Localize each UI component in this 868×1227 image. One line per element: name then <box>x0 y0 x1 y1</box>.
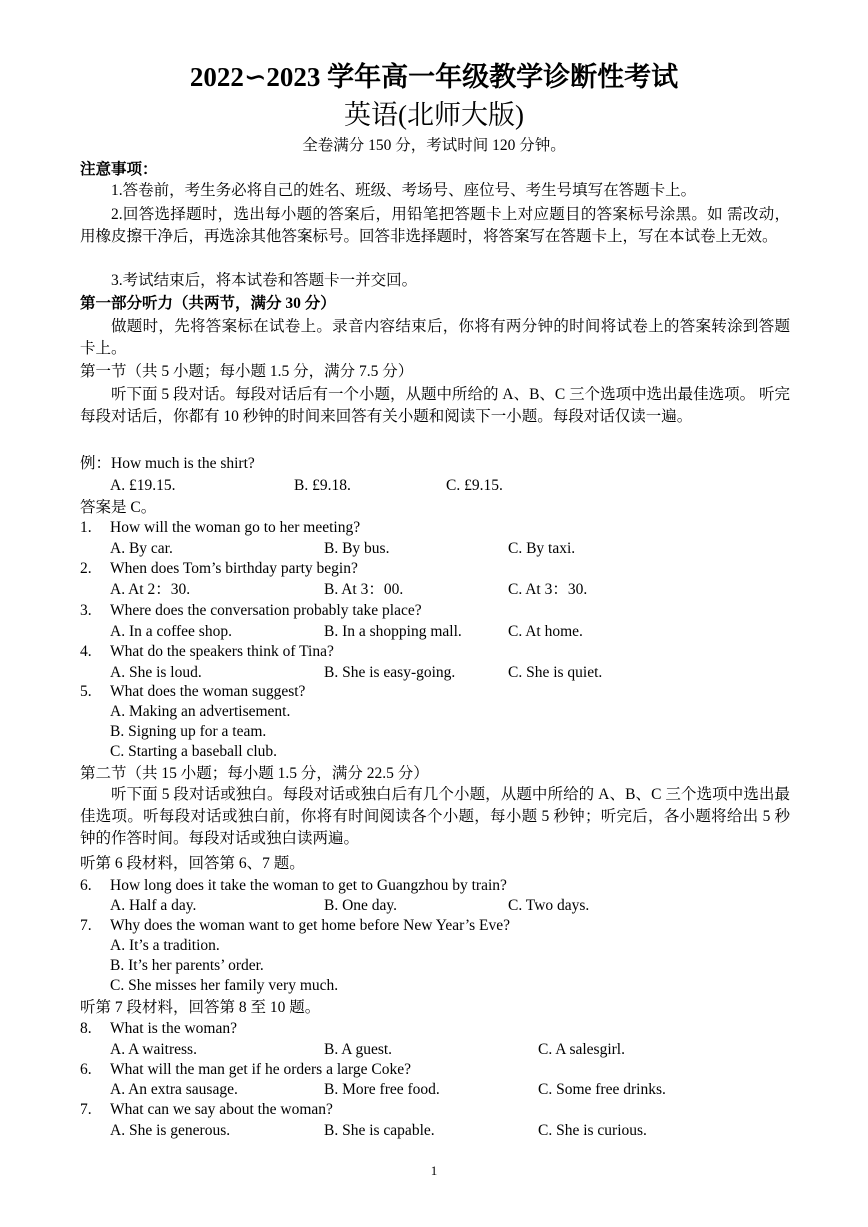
option-c: C. A salesgirl. <box>538 1041 625 1058</box>
option-c: C. Starting a baseball club. <box>110 743 278 760</box>
question-text: How will the woman go to her meeting? <box>110 519 361 536</box>
part1-intro: 做题时，先将答案标在试卷上。录音内容结束后，你将有两分钟的时间将试卷上的答案转涂到答题卡上。 <box>80 318 790 357</box>
example-option-c: C. £9.15. <box>446 477 503 494</box>
part1-heading: 第一部分听力（共两节，满分 30 分） <box>80 295 336 312</box>
option-c: C. At 3：30. <box>508 581 588 598</box>
example-answer: 答案是 C。 <box>80 499 157 516</box>
option-c: C. Two days. <box>508 897 590 914</box>
option-c: C. Some free drinks. <box>538 1081 666 1098</box>
section1-heading: 第一节（共 5 小题；每小题 1.5 分，满分 7.5 分） <box>80 363 414 380</box>
question-number: 7. <box>80 1101 92 1118</box>
section2-heading: 第二节（共 15 小题；每小题 1.5 分，满分 22.5 分） <box>80 765 429 782</box>
section2-intro: 听下面 5 段对话或独白。每段对话或独白后有几个小题，从题中所给的 A、B、C 三个选项中选出最佳选项。听每段对话或独白前，你将有时间阅读各个小题，每小题 5 秒钟；听完后，各小题将给出 5 秒钟的作答时间。每段对话或独白读两遍。 <box>80 786 790 847</box>
section1-intro: 听下面 5 段对话。每段对话后有一个小题，从题中所给的 A、B、C 三个选项中选出最佳选项。 听完每段对话后，你都有 10 秒钟的时间来回答有关小题和阅读下一小题。每段对话仅读一遍。 <box>80 386 790 425</box>
option-b: B. More free food. <box>324 1081 440 1098</box>
option-b: B. In a shopping mall. <box>324 623 462 640</box>
option-c: C. She misses her family very much. <box>110 977 339 994</box>
option-a: A. She is generous. <box>110 1122 231 1139</box>
option-a: A. An extra sausage. <box>110 1081 238 1098</box>
question-number: 5. <box>80 683 92 700</box>
question-text: How long does it take the woman to get to Guangzhou by train? <box>110 877 507 894</box>
exam-info: 全卷满分 150 分，考试时间 120 分钟。 <box>302 137 566 154</box>
question-number: 4. <box>80 643 92 660</box>
question-text: What can we say about the woman? <box>110 1101 333 1118</box>
option-a: A. It’s a tradition. <box>110 937 220 954</box>
question-text: When does Tom’s birthday party begin? <box>110 560 358 577</box>
option-b: B. A guest. <box>324 1041 393 1058</box>
option-c: C. At home. <box>508 623 583 640</box>
question-text: What will the man get if he orders a large Coke? <box>110 1061 411 1078</box>
notice-item-2: 2.回答选择题时，选出每小题的答案后，用铅笔把答题卡上对应题目的答案标号涂黑。如 需改动，用橡皮擦干净后，再选涂其他答案标号。回答非选择题时，将答案写在答题卡上，写在本试卷上无效。 <box>80 206 790 245</box>
option-b: B. One day. <box>324 897 398 914</box>
example-option-b: B. £9.18. <box>294 477 351 494</box>
option-b: B. At 3：00. <box>324 581 404 598</box>
question-text: What does the woman suggest? <box>110 683 306 700</box>
question-number: 6. <box>80 1061 92 1078</box>
question-number: 2. <box>80 560 92 577</box>
option-a: A. A waitress. <box>110 1041 197 1058</box>
option-b: B. It’s her parents’ order. <box>110 957 264 974</box>
question-number: 6. <box>80 877 92 894</box>
question-text: Where does the conversation probably take place? <box>110 602 422 619</box>
material-7-note: 听第 7 段材料，回答第 8 至 10 题。 <box>80 999 321 1016</box>
notice-item-1: 1.答卷前，考生务必将自己的姓名、班级、考场号、座位号、考生号填写在答题卡上。 <box>111 182 697 199</box>
option-a: A. In a coffee shop. <box>110 623 232 640</box>
page-number: 1 <box>430 1163 438 1178</box>
option-c: C. She is quiet. <box>508 664 603 681</box>
option-b: B. Signing up for a team. <box>110 723 267 740</box>
question-text: What is the woman? <box>110 1020 237 1037</box>
question-number: 1. <box>80 519 92 536</box>
option-a: A. At 2：30. <box>110 581 191 598</box>
option-a: A. Half a day. <box>110 897 197 914</box>
option-c: C. She is curious. <box>538 1122 647 1139</box>
option-b: B. She is easy-going. <box>324 664 456 681</box>
notice-heading: 注意事项： <box>80 161 158 178</box>
example-option-a: A. £19.15. <box>110 477 176 494</box>
exam-title: 2022∽2023 学年高一年级教学诊断性考试 <box>189 62 679 92</box>
question-number: 8. <box>80 1020 92 1037</box>
example-question: 例：How much is the shirt? <box>80 455 255 472</box>
option-a: A. By car. <box>110 540 173 557</box>
exam-subtitle: 英语(北师大版) <box>344 100 524 130</box>
option-c: C. By taxi. <box>508 540 576 557</box>
option-b: B. By bus. <box>324 540 390 557</box>
question-text: What do the speakers think of Tina? <box>110 643 334 660</box>
option-a: A. She is loud. <box>110 664 202 681</box>
material-6-note: 听第 6 段材料，回答第 6、7 题。 <box>80 855 305 872</box>
notice-item-3: 3.考试结束后，将本试卷和答题卡一并交回。 <box>111 272 418 289</box>
question-text: Why does the woman want to get home before New Year’s Eve? <box>110 917 511 934</box>
option-a: A. Making an advertisement. <box>110 703 291 720</box>
option-b: B. She is capable. <box>324 1122 435 1139</box>
question-number: 3. <box>80 602 92 619</box>
question-number: 7. <box>80 917 92 934</box>
